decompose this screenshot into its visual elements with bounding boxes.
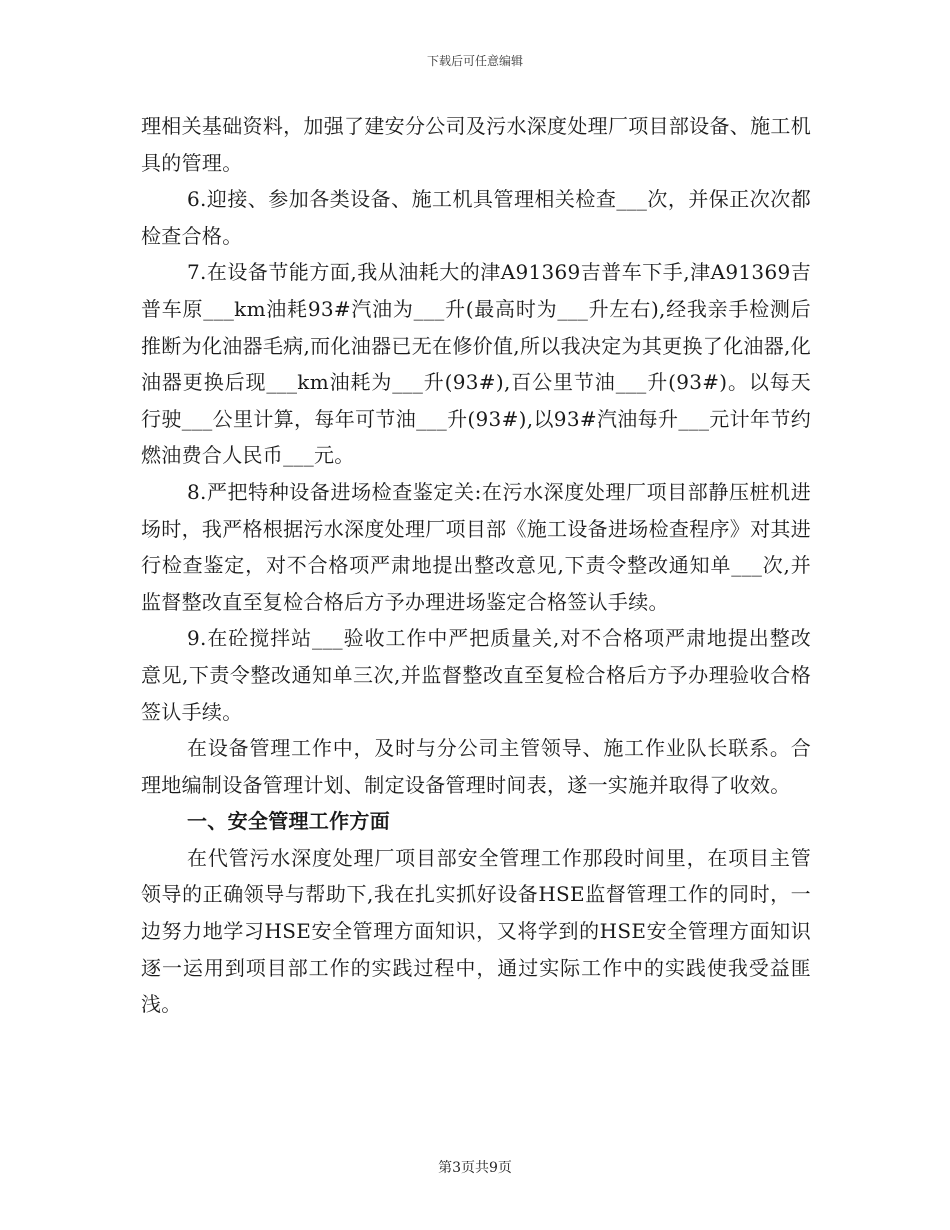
paragraph-safety: 在代管污水深度处理厂项目部安全管理工作那段时间里，在项目主管领导的正确领导与帮助下,我在扎实抓好设备HSE监督管理工作的同时，一边努力地学习HSE安全管理方面知识，又将学到的HSE安全管理方面知识逐一运用到项目部工作的实践过程中，通过实际工作中的实践使我受益匪浅。 — [141, 845, 811, 1017]
document-body — [141, 108, 811, 1023]
section-heading-safety: 一、安全管理工作方面 — [187, 809, 390, 834]
page-header-note: 下载后可任意编辑 — [426, 54, 523, 68]
paragraph-item-6: 6.迎接、参加各类设备、施工机具管理相关检查___次，并保正次次都检查合格。 — [141, 187, 811, 248]
page-number: 第3页共9页 — [438, 1160, 512, 1176]
paragraph-item-8: 8.严把特种设备进场检查鉴定关:在污水深度处理厂项目部静压桩机进场时，我严格根据污水深度处理厂项目部《施工设备进场检查程序》对其进行检查鉴定，对不合格项严肃地提出整改意见,下责令整改通知单___次,并监督整改直至复检合格后方予办理进场鉴定合格签认手续。 — [141, 479, 811, 614]
paragraph-summary: 在设备管理工作中，及时与分公司主管领导、施工作业队长联系。合理地编制设备管理计划、制定设备管理时间表，遂一实施并取得了收效。 — [141, 736, 811, 797]
paragraph-item-7: 7.在设备节能方面,我从油耗大的津A91369吉普车下手,津A91369吉普车原___km油耗93#汽油为___升(最高时为___升左右),经我亲手检测后推断为化油器毛病,而化油器已无在修价值,所以我决定为其更换了化油器,化油器更换后现___km油耗为___升(93#),百公里节油___升(93#)。以每天行驶___公里计算，每年可节油___升(93#),以93#汽油每升___元计年节约燃油费合人民币___元。 — [141, 260, 811, 468]
paragraph-item-9: 9.在砼搅拌站___验收工作中严把质量关,对不合格项严肃地提出整改意见,下责令整改通知单三次,并监督整改直至复检合格后方予办理验收合格签认手续。 — [141, 626, 811, 724]
paragraph-continuation: 理相关基础资料，加强了建安分公司及污水深度处理厂项目部设备、施工机具的管理。 — [141, 114, 811, 175]
